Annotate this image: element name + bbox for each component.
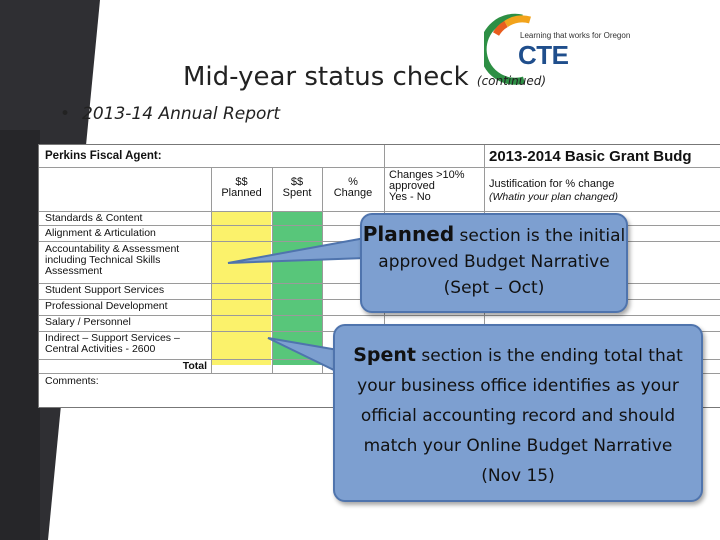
planned-callout-bold: Planned bbox=[362, 222, 455, 246]
comments-label: Comments: bbox=[45, 375, 99, 387]
spent-callout bbox=[333, 324, 703, 502]
logo-tagline: Learning that works for Oregon bbox=[520, 31, 631, 40]
title-note: (continued) bbox=[476, 74, 547, 88]
grant-title: 2013-2014 Basic Grant Budg bbox=[489, 148, 692, 165]
row-label: Professional Development bbox=[45, 300, 168, 312]
col-changes-approved: Changes >10% approved Yes - No bbox=[389, 169, 465, 203]
col-justification-sub: (Whatin your plan changed) bbox=[489, 191, 618, 203]
col-spent: $$ Spent bbox=[282, 176, 312, 199]
planned-callout-text: section is the initial approved Budget Narrative (Sept – Oct) bbox=[378, 226, 626, 298]
row-label: Salary / Personnel bbox=[45, 316, 131, 328]
bullet-dot: • bbox=[60, 104, 71, 124]
planned-callout bbox=[360, 213, 628, 313]
row-label: Indirect – Support Services – Central Activities - 2600 bbox=[45, 332, 180, 355]
logo-wordmark: CTE bbox=[518, 40, 569, 70]
spent-callout-bold: Spent bbox=[353, 344, 416, 366]
col-change: % Change bbox=[333, 176, 373, 199]
col-justification: Justification for % change bbox=[489, 178, 615, 190]
bullet-text: 2013-14 Annual Report bbox=[82, 104, 281, 124]
row-label: Alignment & Articulation bbox=[45, 227, 156, 239]
spent-pointer bbox=[268, 338, 338, 372]
title-main: Mid-year status check bbox=[183, 62, 469, 92]
row-label: Accountability & Assessment including Technical Skills Assessment bbox=[45, 243, 180, 277]
spent-callout-text: section is the ending total that your business office identifies as your official accounting record and should match your Online Budget Narrative (Nov 15) bbox=[357, 346, 683, 486]
planned-pointer bbox=[228, 238, 365, 263]
fiscal-agent-label: Perkins Fiscal Agent: bbox=[45, 150, 162, 162]
row-label: Standards & Content bbox=[45, 212, 143, 224]
col-planned: $$ Planned bbox=[221, 176, 262, 199]
total-label: Total bbox=[182, 360, 207, 372]
row-label: Student Support Services bbox=[45, 284, 165, 296]
